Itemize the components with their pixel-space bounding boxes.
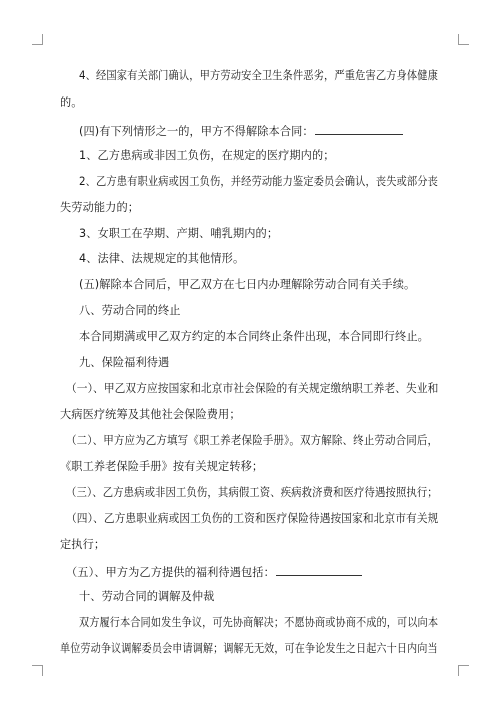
crop-mark-bottom-right xyxy=(458,665,469,676)
paragraph-line xyxy=(79,278,415,292)
crop-mark-bottom-left xyxy=(32,665,43,676)
paragraph-line xyxy=(79,616,438,630)
paragraph-line xyxy=(79,252,244,266)
line-text: 十、劳动合同的调解及仲裁 xyxy=(79,590,215,603)
line-text: （二）、甲方应为乙方填写《职工养老保险手册》。双方解除、终止劳动合同后， xyxy=(66,434,439,447)
paragraph-line xyxy=(66,512,438,526)
line-text: （一）、甲乙双方应按国家和北京市社会保险的有关规定缴纳职工养老、失业和 xyxy=(66,382,439,395)
paragraph-line xyxy=(79,330,429,344)
line-text: 定执行； xyxy=(60,538,106,551)
line-text: （五）、甲方为乙方提供的福利待遇包括： xyxy=(66,566,275,579)
line-text: 3、女职工在孕期、产期、哺乳期内的； xyxy=(79,227,279,240)
fill-in-blank[interactable] xyxy=(315,123,403,135)
line-text: （四）、乙方患职业病或因工负伤的工资和医疗保险待遇按国家和北京市有关规 xyxy=(66,512,439,525)
crop-mark-top-left xyxy=(32,34,43,45)
line-text: 1、乙方患病或非因工负伤，在规定的医疗期内的； xyxy=(79,149,335,162)
paragraph-line xyxy=(60,642,438,656)
line-text: 双方履行本合同如发生争议，可先协商解决；不愿协商或协商不成的，可以向本 xyxy=(79,616,439,629)
line-text: 八、劳动合同的终止 xyxy=(79,304,181,317)
line-text: 大病医疗统筹及其他社会保险费用； xyxy=(60,408,241,421)
section-heading xyxy=(79,304,181,318)
section-heading xyxy=(79,356,169,370)
paragraph-line xyxy=(79,227,278,241)
paragraph-line xyxy=(60,460,263,474)
line-text: 4、经国家有关部门确认，甲方劳动安全卫生条件恶劣，严重危害乙方身体健康 xyxy=(79,69,439,82)
paragraph-line xyxy=(66,564,362,580)
line-text: (四)有下列情形之一的，甲方不得解除本合同： xyxy=(79,125,314,138)
paragraph-line xyxy=(79,123,403,139)
line-text: 的。 xyxy=(60,96,83,109)
paragraph-line xyxy=(79,69,438,83)
crop-mark-top-right xyxy=(458,34,469,45)
line-text: （三）、乙方患病或非因工负伤，其病假工资、疾病救济费和医疗待遇按照执行； xyxy=(66,486,438,499)
line-text: 4、法律、法规规定的其他情形。 xyxy=(79,252,245,265)
line-text: 2、乙方患有职业病或因工负伤，并经劳动能力鉴定委员会确认，丧失或部分丧 xyxy=(79,175,439,188)
line-text: 《职工养老保险手册》按有关规定转移； xyxy=(60,460,264,473)
paragraph-line xyxy=(60,408,241,422)
section-heading xyxy=(79,590,214,604)
line-text: 单位劳动争议调解委员会申请调解；调解无无效，可在争论发生之日起六十日内向当 xyxy=(60,642,438,655)
paragraph-line xyxy=(79,149,335,163)
paragraph-line xyxy=(60,96,83,110)
line-text: 本合同期满或甲乙双方约定的本合同终止条件出现，本合同即行终止。 xyxy=(79,330,429,343)
paragraph-line xyxy=(66,434,438,448)
line-text: (五)解除本合同后，甲乙双方在七日内办理解除劳动合同有关手续。 xyxy=(79,278,416,291)
paragraph-line xyxy=(60,201,139,215)
line-text: 九、保险福利待遇 xyxy=(79,356,170,369)
fill-in-blank[interactable] xyxy=(276,564,362,576)
line-text: 失劳动能力的； xyxy=(60,201,140,214)
paragraph-line xyxy=(79,175,438,189)
paragraph-line xyxy=(60,538,105,552)
paragraph-line xyxy=(66,486,438,500)
paragraph-line xyxy=(66,382,438,396)
